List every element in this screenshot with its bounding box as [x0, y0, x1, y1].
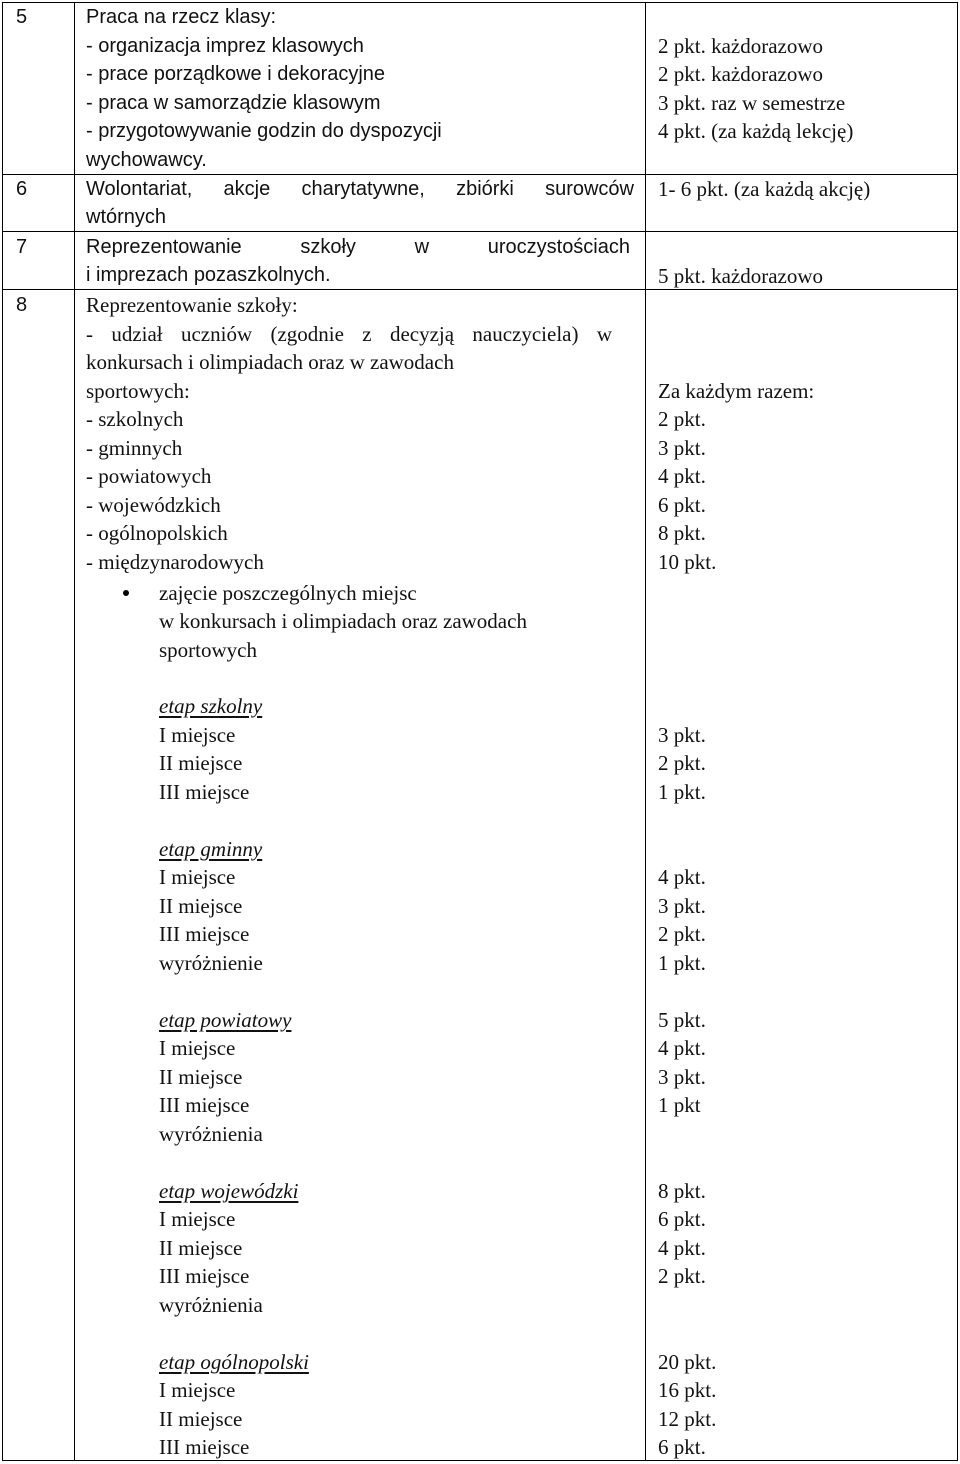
points-line: 2 pkt. każdorazowo [658, 62, 824, 86]
stage-points: 1 pkt. [658, 780, 706, 804]
stage-points: 8 pkt. [658, 1179, 706, 1203]
points-line: 10 pkt. [658, 550, 717, 574]
bullet-text-line: zajęcie poszczególnych miejsc [159, 581, 417, 605]
bullet-icon [123, 590, 129, 596]
points-header: Za każdym razem: [658, 379, 815, 403]
stage-title: etap ogólnopolski [159, 1350, 309, 1374]
table-border-bottom [2, 1460, 958, 1461]
stage-place: I miejsce [159, 1378, 236, 1402]
stage-title: etap powiatowy [159, 1008, 292, 1032]
row-text-line: - praca w samorządzie klasowym [86, 92, 381, 114]
row-number: 8 [16, 294, 28, 316]
row-text-line: Praca na rzecz klasy: [86, 6, 277, 28]
stage-points: 3 pkt. [658, 1065, 706, 1089]
stage-place: wyróżnienia [159, 1122, 263, 1146]
row-text-line: wtórnych [86, 206, 167, 228]
stage-points: 12 pkt. [658, 1407, 717, 1431]
stage-place: I miejsce [159, 1036, 236, 1060]
row-text-line: - udział uczniów (zgodnie z decyzją nauczyciela) w [86, 322, 612, 346]
points-line: 5 pkt. każdorazowo [658, 264, 824, 288]
row-text-line: - prace porządkowe i dekoracyjne [86, 63, 386, 85]
row-text-line: Reprezentowanie szkoły: [86, 293, 298, 317]
stage-place: wyróżnienia [159, 1293, 263, 1317]
column-divider-points [645, 2, 646, 1461]
table-border-right [957, 2, 958, 1461]
points-line: 1- 6 pkt. (za każdą akcję) [658, 177, 871, 201]
stage-points: 1 pkt [658, 1093, 701, 1117]
points-line: 2 pkt. [658, 407, 706, 431]
points-line: 4 pkt. [658, 464, 706, 488]
row-divider-6-7 [2, 231, 958, 232]
row-text-line: - przygotowywanie godzin do dyspozycji [86, 120, 442, 142]
row-text-line: Wolontariat, akcje charytatywne, zbiórki surowców [86, 178, 634, 200]
stage-title: etap gminny [159, 837, 263, 861]
stage-place: II miejsce [159, 751, 243, 775]
stage-points: 4 pkt. [658, 1036, 706, 1060]
stage-place: III miejsce [159, 780, 250, 804]
stage-points: 2 pkt. [658, 922, 706, 946]
row-text-line: sportowych: [86, 379, 190, 403]
stage-place: II miejsce [159, 1065, 243, 1089]
stage-points: 20 pkt. [658, 1350, 717, 1374]
stage-place: II miejsce [159, 894, 243, 918]
row-text-line: - szkolnych [86, 407, 184, 431]
stage-place: I miejsce [159, 723, 236, 747]
stage-place: II miejsce [159, 1407, 243, 1431]
stage-points: 2 pkt. [658, 1264, 706, 1288]
stage-points: 5 pkt. [658, 1008, 706, 1032]
points-line: 6 pkt. [658, 493, 706, 517]
row-text-line: wychowawcy. [86, 149, 207, 171]
stage-points: 16 pkt. [658, 1378, 717, 1402]
row-number: 6 [16, 178, 28, 200]
row-text-line: - międzynarodowych [86, 550, 264, 574]
stage-points: 6 pkt. [658, 1435, 706, 1459]
stage-points: 3 pkt. [658, 723, 706, 747]
stage-place: III miejsce [159, 922, 250, 946]
points-line: 8 pkt. [658, 521, 706, 545]
stage-points: 1 pkt. [658, 951, 706, 975]
stage-place: III miejsce [159, 1264, 250, 1288]
bullet-text-line: sportowych [159, 638, 257, 662]
row-text-line: - wojewódzkich [86, 493, 221, 517]
stage-place: I miejsce [159, 865, 236, 889]
stage-place: wyróżnienie [159, 951, 263, 975]
points-line: 3 pkt. raz w semestrze [658, 91, 846, 115]
points-line: 4 pkt. (za każdą lekcję) [658, 119, 854, 143]
stage-points: 4 pkt. [658, 1236, 706, 1260]
stage-place: I miejsce [159, 1207, 236, 1231]
bullet-text-line: w konkursach i olimpiadach oraz zawodach [159, 609, 527, 633]
points-line: 3 pkt. [658, 436, 706, 460]
stage-points: 6 pkt. [658, 1207, 706, 1231]
row-number: 5 [16, 6, 28, 28]
row-number: 7 [16, 236, 28, 258]
stage-place: III miejsce [159, 1093, 250, 1117]
row-text-line: - powiatowych [86, 464, 212, 488]
row-text-line: Reprezentowanie szkoły w uroczystościach [86, 236, 630, 258]
stage-points: 2 pkt. [658, 751, 706, 775]
stage-points: 4 pkt. [658, 865, 706, 889]
stage-place: II miejsce [159, 1236, 243, 1260]
row-text-line: - ogólnopolskich [86, 521, 228, 545]
row-text-line: i imprezach pozaszkolnych. [86, 264, 331, 286]
stage-title: etap szkolny [159, 694, 263, 718]
column-divider-number [74, 2, 75, 1461]
stage-title: etap wojewódzki [159, 1179, 299, 1203]
table-border-left [2, 2, 3, 1461]
row-text-line: - gminnych [86, 436, 183, 460]
row-text-line: - organizacja imprez klasowych [86, 35, 364, 57]
stage-place: III miejsce [159, 1435, 250, 1459]
stage-points: 3 pkt. [658, 894, 706, 918]
points-line: 2 pkt. każdorazowo [658, 34, 824, 58]
row-text-line: konkursach i olimpiadach oraz w zawodach [86, 350, 454, 374]
